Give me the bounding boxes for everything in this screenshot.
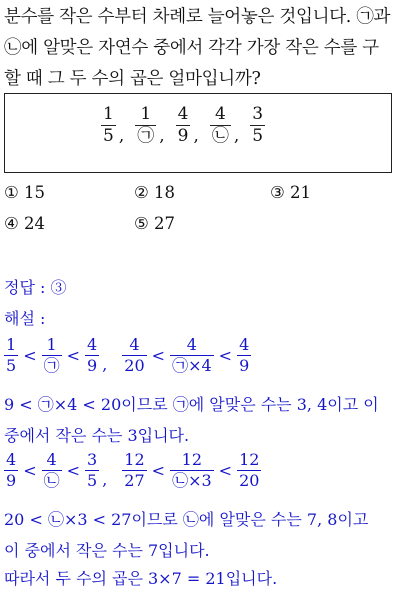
- question-line-3: 할 때 그 두 수의 곱은 얼마입니까?: [4, 69, 261, 89]
- answer-label: 정답 : ③: [4, 278, 67, 297]
- option-3[interactable]: ③ 21: [270, 183, 312, 202]
- fraction-4: $\frac{4}{㉡}$: [211, 103, 229, 146]
- option-1[interactable]: ① 15: [4, 183, 46, 202]
- question-line-1: 분수를 작은 수부터 차례로 늘어놓은 것입니다. ㉠과: [4, 7, 391, 27]
- option-2[interactable]: ② 18: [134, 183, 176, 202]
- step1-line-2: 중에서 작은 수는 3입니다.: [4, 426, 190, 445]
- final-answer: 따라서 두 수의 곱은 3×7 = 21입니다.: [4, 569, 278, 588]
- question-line-2: ㉡에 알맞은 자연수 중에서 각각 가장 작은 수를 구: [4, 38, 379, 58]
- option-4[interactable]: ④ 24: [4, 214, 46, 233]
- fraction-box: [4, 93, 392, 173]
- step2-line-2: 이 중에서 작은 수는 7입니다.: [4, 541, 210, 560]
- fraction-5: $\frac{3}{5}$: [252, 103, 264, 146]
- step2-line-1: 20 < ㉡×3 < 27이므로 ㉡에 알맞은 수는 7, 8이고: [4, 510, 369, 529]
- fraction-3: $\frac{4}{9}$: [177, 103, 189, 146]
- fraction-sequence: $\frac{1}{5}$ , $\frac{1}{㉠}$ , $\frac{4}{9}$ , $\frac{4}{㉡}$ , $\frac{3}{5}$: [103, 103, 264, 146]
- explanation-label: 해설 :: [4, 309, 46, 328]
- inequality-2: $\frac{4}{9}$ < $\frac{4}{㉡}$ < $\frac{3}{5}$ , $\frac{12}{27}$ < $\frac{12}{㉡\times 3}$ < $\frac{12}{20}$: [6, 450, 260, 490]
- option-5[interactable]: ⑤ 27: [134, 214, 176, 233]
- fraction-1: $\frac{1}{5}$: [103, 103, 114, 146]
- step1-line-1: 9 < ㉠×4 < 20이므로 ㉠에 알맞은 수는 3, 4이고 이: [4, 395, 379, 414]
- inequality-1: $\frac{1}{5}$ < $\frac{1}{㉠}$ < $\frac{4}{9}$ , $\frac{4}{20}$ < $\frac{4}{㉠\times 4}$ < $\frac{4}{9}$: [6, 335, 250, 375]
- fraction-2: $\frac{1}{㉠}$: [137, 103, 155, 146]
- question-text: [4, 2, 396, 95]
